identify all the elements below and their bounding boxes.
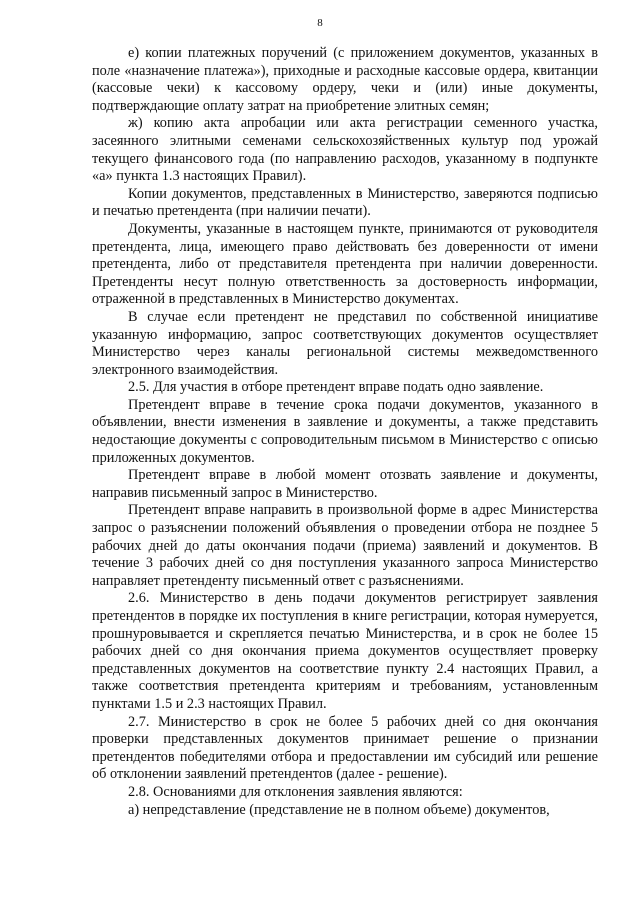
paragraph-item-e: е) копии платежных поручений (с приложением документов, указанных в поле «назначение платежа»), приходные и расходные кассовые ордера, квитанции (кассовые чеки) к кассовому ордеру, чеки и (или) иные документы, подтверждающие оплату затрат на приобретение элитных семян; xyxy=(92,45,598,114)
paragraph-amendments: Претендент вправе в течение срока подачи документов, указанного в объявлении, внести изменения в заявление и документы, а также представить недостающие документы с сопроводительным письмом в Министерство с описью приложенных документов. xyxy=(92,396,598,466)
paragraph-copies-certification: Копии документов, представленных в Министерство, заверяются подписью и печатью претендента (при наличии печати). xyxy=(92,185,598,220)
document-body xyxy=(92,45,598,819)
paragraph-withdrawal: Претендент вправе в любой момент отозвать заявление и документы, направив письменный запрос в Министерство. xyxy=(92,467,598,501)
paragraph-2-7: 2.7. Министерство в срок не более 5 рабочих дней со дня окончания проверки представленных документов принимает решение о признании претендентов победителями отбора и предоставлении им субсидий или решение об отклонении заявлений претендентов (далее - решение). xyxy=(92,713,598,783)
paragraph-item-zh: ж) копию акта апробации или акта регистрации семенного участка, засеянного элитными семенами сельскохозяйственных культур под урожай текущего финансового года (по направлению расходов, указанному в подпункте «а» пункта 1.3 настоящих Правил). xyxy=(92,115,598,185)
paragraph-clarification-request: Претендент вправе направить в произвольной форме в адрес Министерства запрос о разъяснении положений объявления о проведении отбора не позднее 5 рабочих дней до даты окончания подачи (приема) заявлений и документов. В течение 3 рабочих дней со дня поступления указанного запроса Министерство направляет претенденту письменный ответ с разъяснениями. xyxy=(92,502,598,589)
paragraph-2-8: 2.8. Основаниями для отклонения заявления являются: xyxy=(128,783,463,800)
paragraph-item-a: а) непредставление (представление не в полном объеме) документов, xyxy=(128,801,550,818)
paragraph-2-6: 2.6. Министерство в день подачи документов регистрирует заявления претендентов в порядке их поступления в книге регистрации, которая нумеруется, прошнуровывается и скрепляется печатью Министерства, и в срок не более 15 рабочих дней со дня окончания приема документов осуществляет проверку представленных документов на соответствие пункту 2.4 настоящих Правил, а также соответствия претендента критериям и требованиям, установленным пунктами 1.5 и 2.3 настоящих Правил. xyxy=(92,590,598,712)
paragraph-documents-acceptance: Документы, указанные в настоящем пункте, принимаются от руководителя претендента, лица, имеющего право действовать без доверенности от имени претендента, либо от представителя претендента при наличии доверенности. Претенденты несут полную ответственность за достоверность информации, отраженной в представленных в Министерство документах. xyxy=(92,220,598,308)
page-number: 8 xyxy=(317,17,323,29)
paragraph-2-5: 2.5. Для участия в отборе претендент вправе подать одно заявление. xyxy=(128,379,544,396)
paragraph-interdepartmental-request: В случае если претендент не представил по собственной инициативе указанную информацию, запрос соответствующих документов осуществляет Министерство через каналы региональной системы межведомственного электронного взаимодействия. xyxy=(92,308,598,378)
